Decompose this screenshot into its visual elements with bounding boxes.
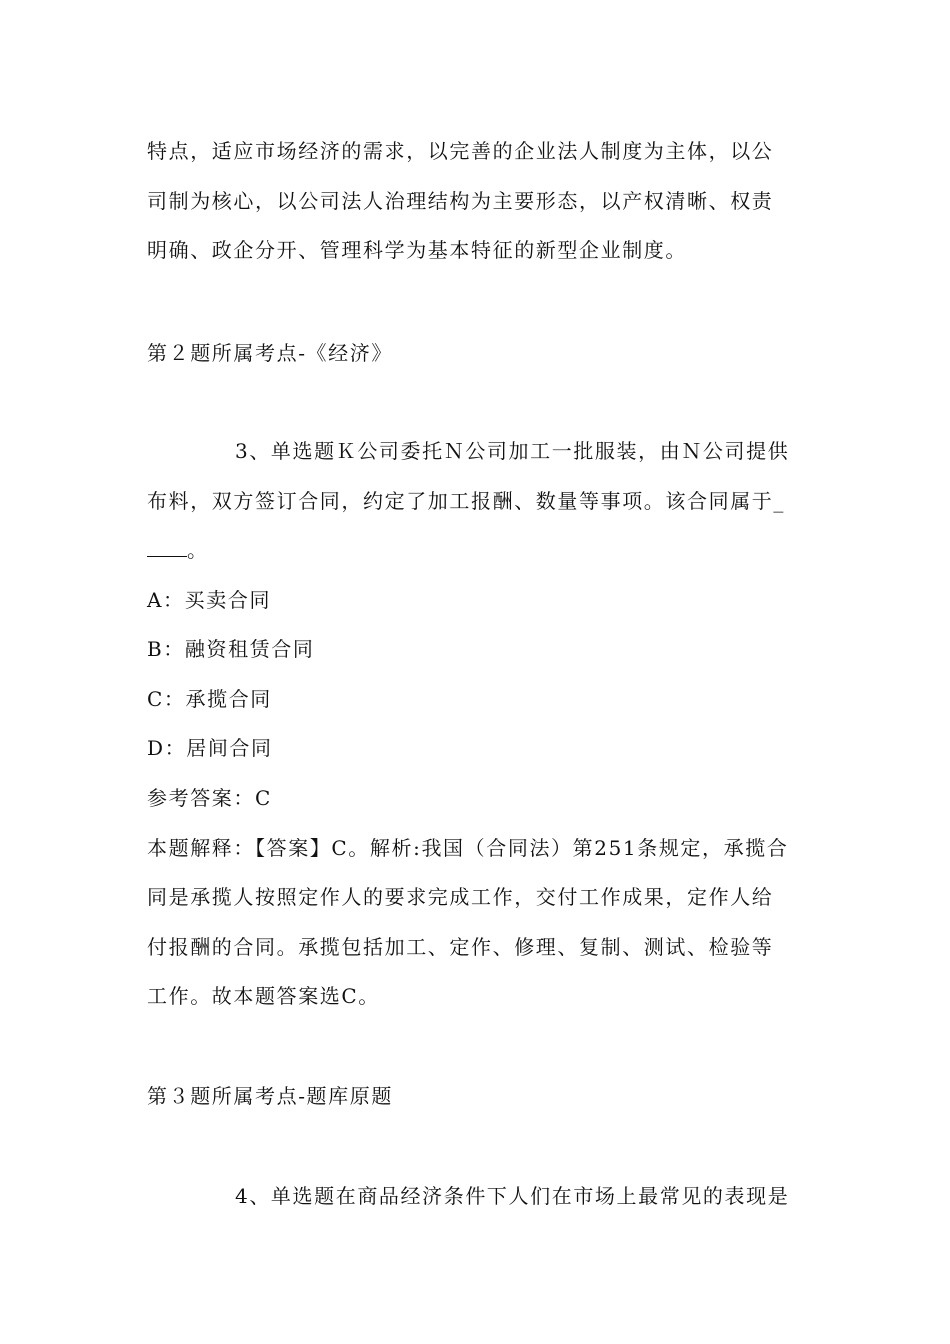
q3-stem-line-1: 3、单选题Ｋ公司委托Ｎ公司加工一批服装，由Ｎ公司提供 [235,439,790,463]
q3-option-d: D：居间合同 [147,736,273,760]
intro-line-3: 明确、政企分开、管理科学为基本特征的新型企业制度。 [147,238,687,262]
q3-stem-end: 。 [187,538,209,562]
q3-explanation-line-2: 同是承揽人按照定作人的要求完成工作，交付工作成果，定作人给 [147,885,774,909]
q3-stem-line-2: 布料，双方签订合同，约定了加工报酬、数量等事项。该合同属于_ [147,489,785,513]
answer-blank [147,538,187,557]
q3-explanation-line-4: 工作。故本题答案选C。 [147,984,380,1008]
q3-stem-line-3 [147,536,809,564]
q3-explanation-line-1: 本题解释：【答案】C。解析:我国（合同法）第251条规定，承揽合 [147,836,789,860]
intro-line-2: 司制为核心，以公司法人治理结构为主要形态，以产权清晰、权责 [147,189,774,213]
q3-knowledge-point: 第３题所属考点-题库原题 [147,1084,393,1108]
q3-explanation-line-3: 付报酬的合同。承揽包括加工、定作、修理、复制、测试、检验等 [147,935,774,959]
q2-knowledge-point: 第２题所属考点-《经济》 [147,341,393,365]
q3-option-c: C：承揽合同 [147,687,272,711]
q3-option-a: A：买卖合同 [147,588,272,612]
q3-answer: 参考答案：C [147,786,272,810]
intro-line-1: 特点，适应市场经济的需求，以完善的企业法人制度为主体，以公 [147,139,774,163]
q4-stem-line-1: 4、单选题在商品经济条件下人们在市场上最常见的表现是 [235,1184,790,1208]
q3-option-b: B：融资租赁合同 [147,637,315,661]
